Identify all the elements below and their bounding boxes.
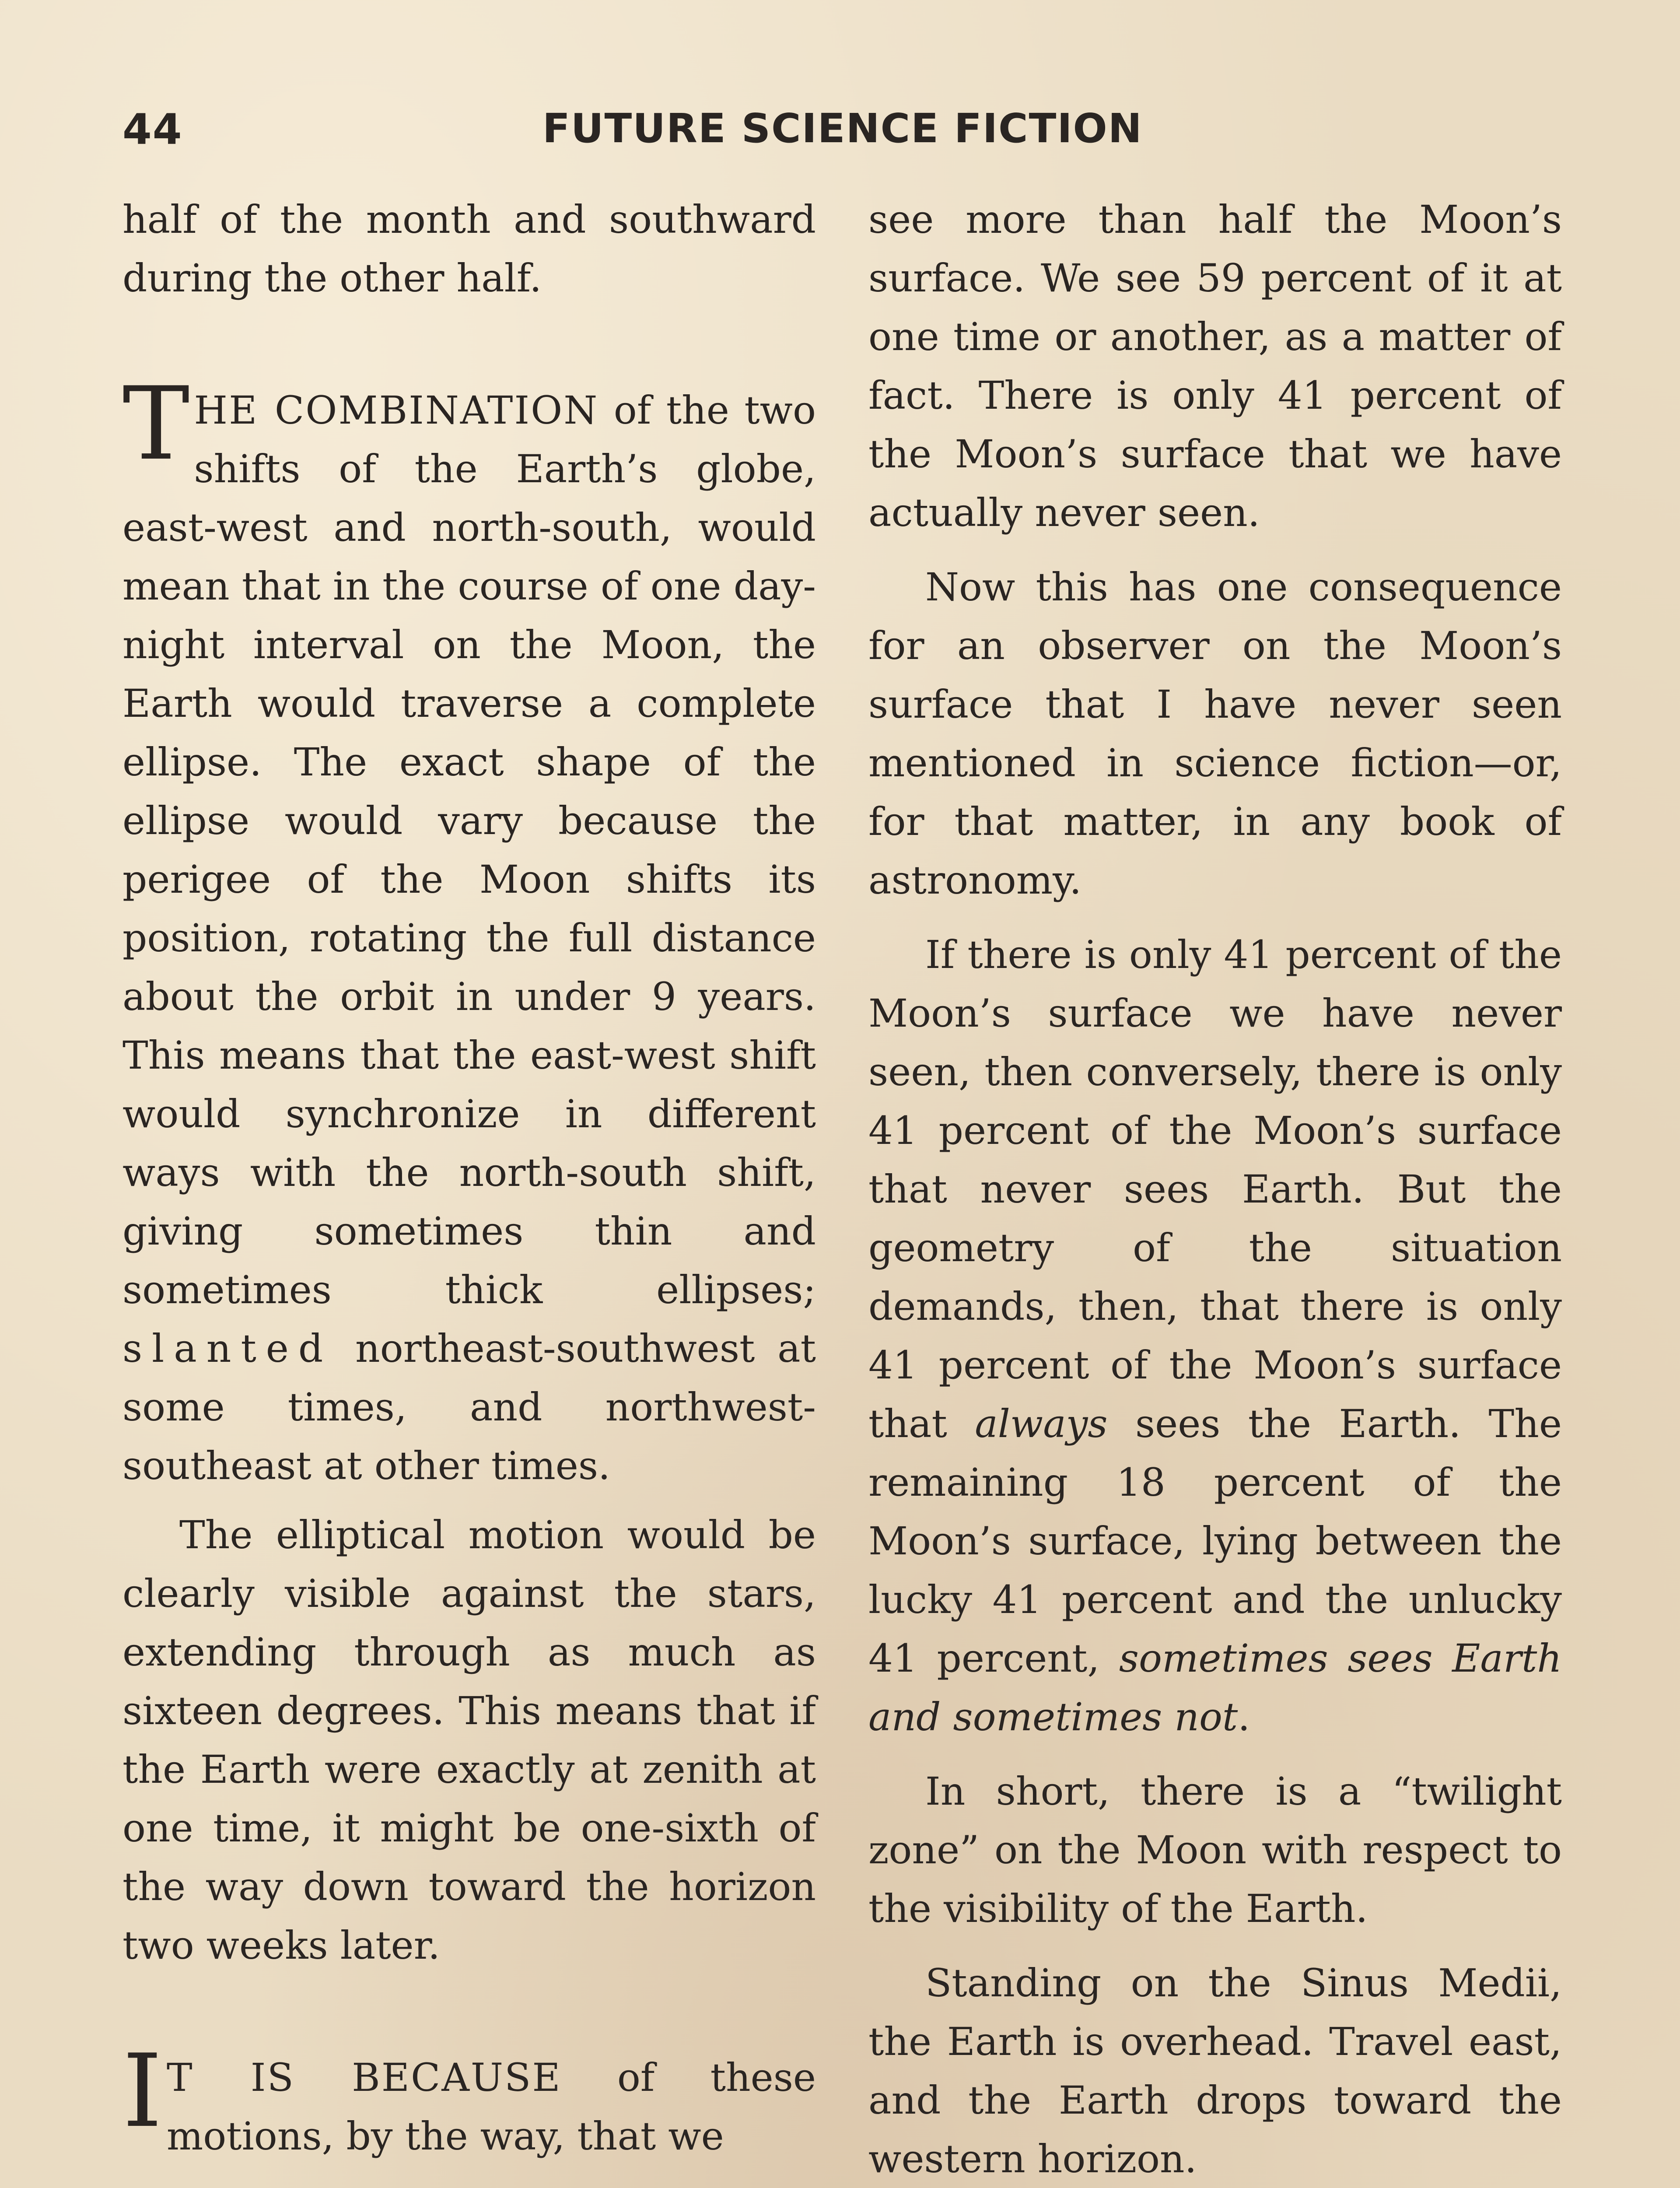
paragraph: Standing on the Sinus Medii, the Earth is overhead. Travel east, and the Earth drops toward the western horizon. bbox=[868, 1960, 1562, 2181]
lead-in-caps: T IS BECAUSE bbox=[166, 2055, 562, 2100]
drop-cap: T bbox=[122, 366, 190, 483]
left-column bbox=[122, 190, 816, 2166]
paragraph-text: of these motions, by the way, that we bbox=[166, 2055, 816, 2159]
drop-cap: I bbox=[122, 2033, 162, 2150]
page-number: 44 bbox=[122, 105, 183, 154]
emphasis: always bbox=[975, 1401, 1108, 1446]
paragraph: Now this has one consequence for an observer on the Moon’s surface that I have never seen mentioned in science fiction—or, for that matter, in any book of astronomy. bbox=[868, 565, 1562, 903]
paragraph-text: If there is only 41 percent of the Moon’s surface we have never seen, then conversely, there is only 41 percent of the Moon’s surface that never sees Earth. But the geometry of the situation demands, then, that there is only 41 percent of the Moon’s surface that bbox=[868, 932, 1562, 1446]
paragraph-dropcap bbox=[122, 366, 816, 1495]
paragraph: The elliptical motion would be clearly visible against the stars, extending through as much as sixteen degrees. This means that if the Earth were exactly at zenith at one time, it might be one-sixth of the way down toward the horizon two weeks later. bbox=[122, 1512, 816, 1968]
paragraph: see more than half the Moon’s surface. We see 59 percent of it at one time or another, as a matter of fact. There is only 41 percent of the Moon’s surface that we have actually never seen. bbox=[868, 197, 1562, 535]
page-header bbox=[122, 105, 1579, 171]
lead-in-caps: HE COMBINATION bbox=[194, 388, 599, 433]
paragraph-text: of the two shifts of the Earth’s globe, east-west and north-south, would mean that in the course of one day-night interval on the Moon, the Earth would traverse a complete ellipse. The exact shape of the ellipse would vary because the perigee of the Moon shifts its position, rotating the full distance about the orbit in under 9 years. This means that the east-west shift would synchronize in different ways with the north-south shift, giving sometimes thin and sometimes thick ellipses; bbox=[122, 388, 816, 1312]
paragraph-dropcap bbox=[122, 2033, 816, 2166]
spaced-word: slanted bbox=[122, 1326, 333, 1371]
paragraph: half of the month and southward during the other half. bbox=[122, 197, 816, 301]
running-title: FUTURE SCIENCE FICTION bbox=[542, 105, 1143, 152]
emphasis: sometimes sees Earth and sometimes not bbox=[868, 1636, 1562, 1739]
paragraph-text: sees the Earth. The remaining 18 percent of the Moon’s surface, lying between the lucky 41 percent and the unlucky 41 percent, bbox=[868, 1401, 1562, 1681]
paragraph-text: northeast-southwest at some times, and northwest-southeast at other times. bbox=[122, 1326, 816, 1488]
right-column bbox=[868, 190, 1562, 2188]
paragraph-text: . bbox=[1238, 1694, 1250, 1739]
paragraph: In short, there is a “twilight zone” on the Moon with respect to the visibility of the Earth. bbox=[868, 1769, 1562, 1931]
paragraph bbox=[868, 926, 1562, 1746]
